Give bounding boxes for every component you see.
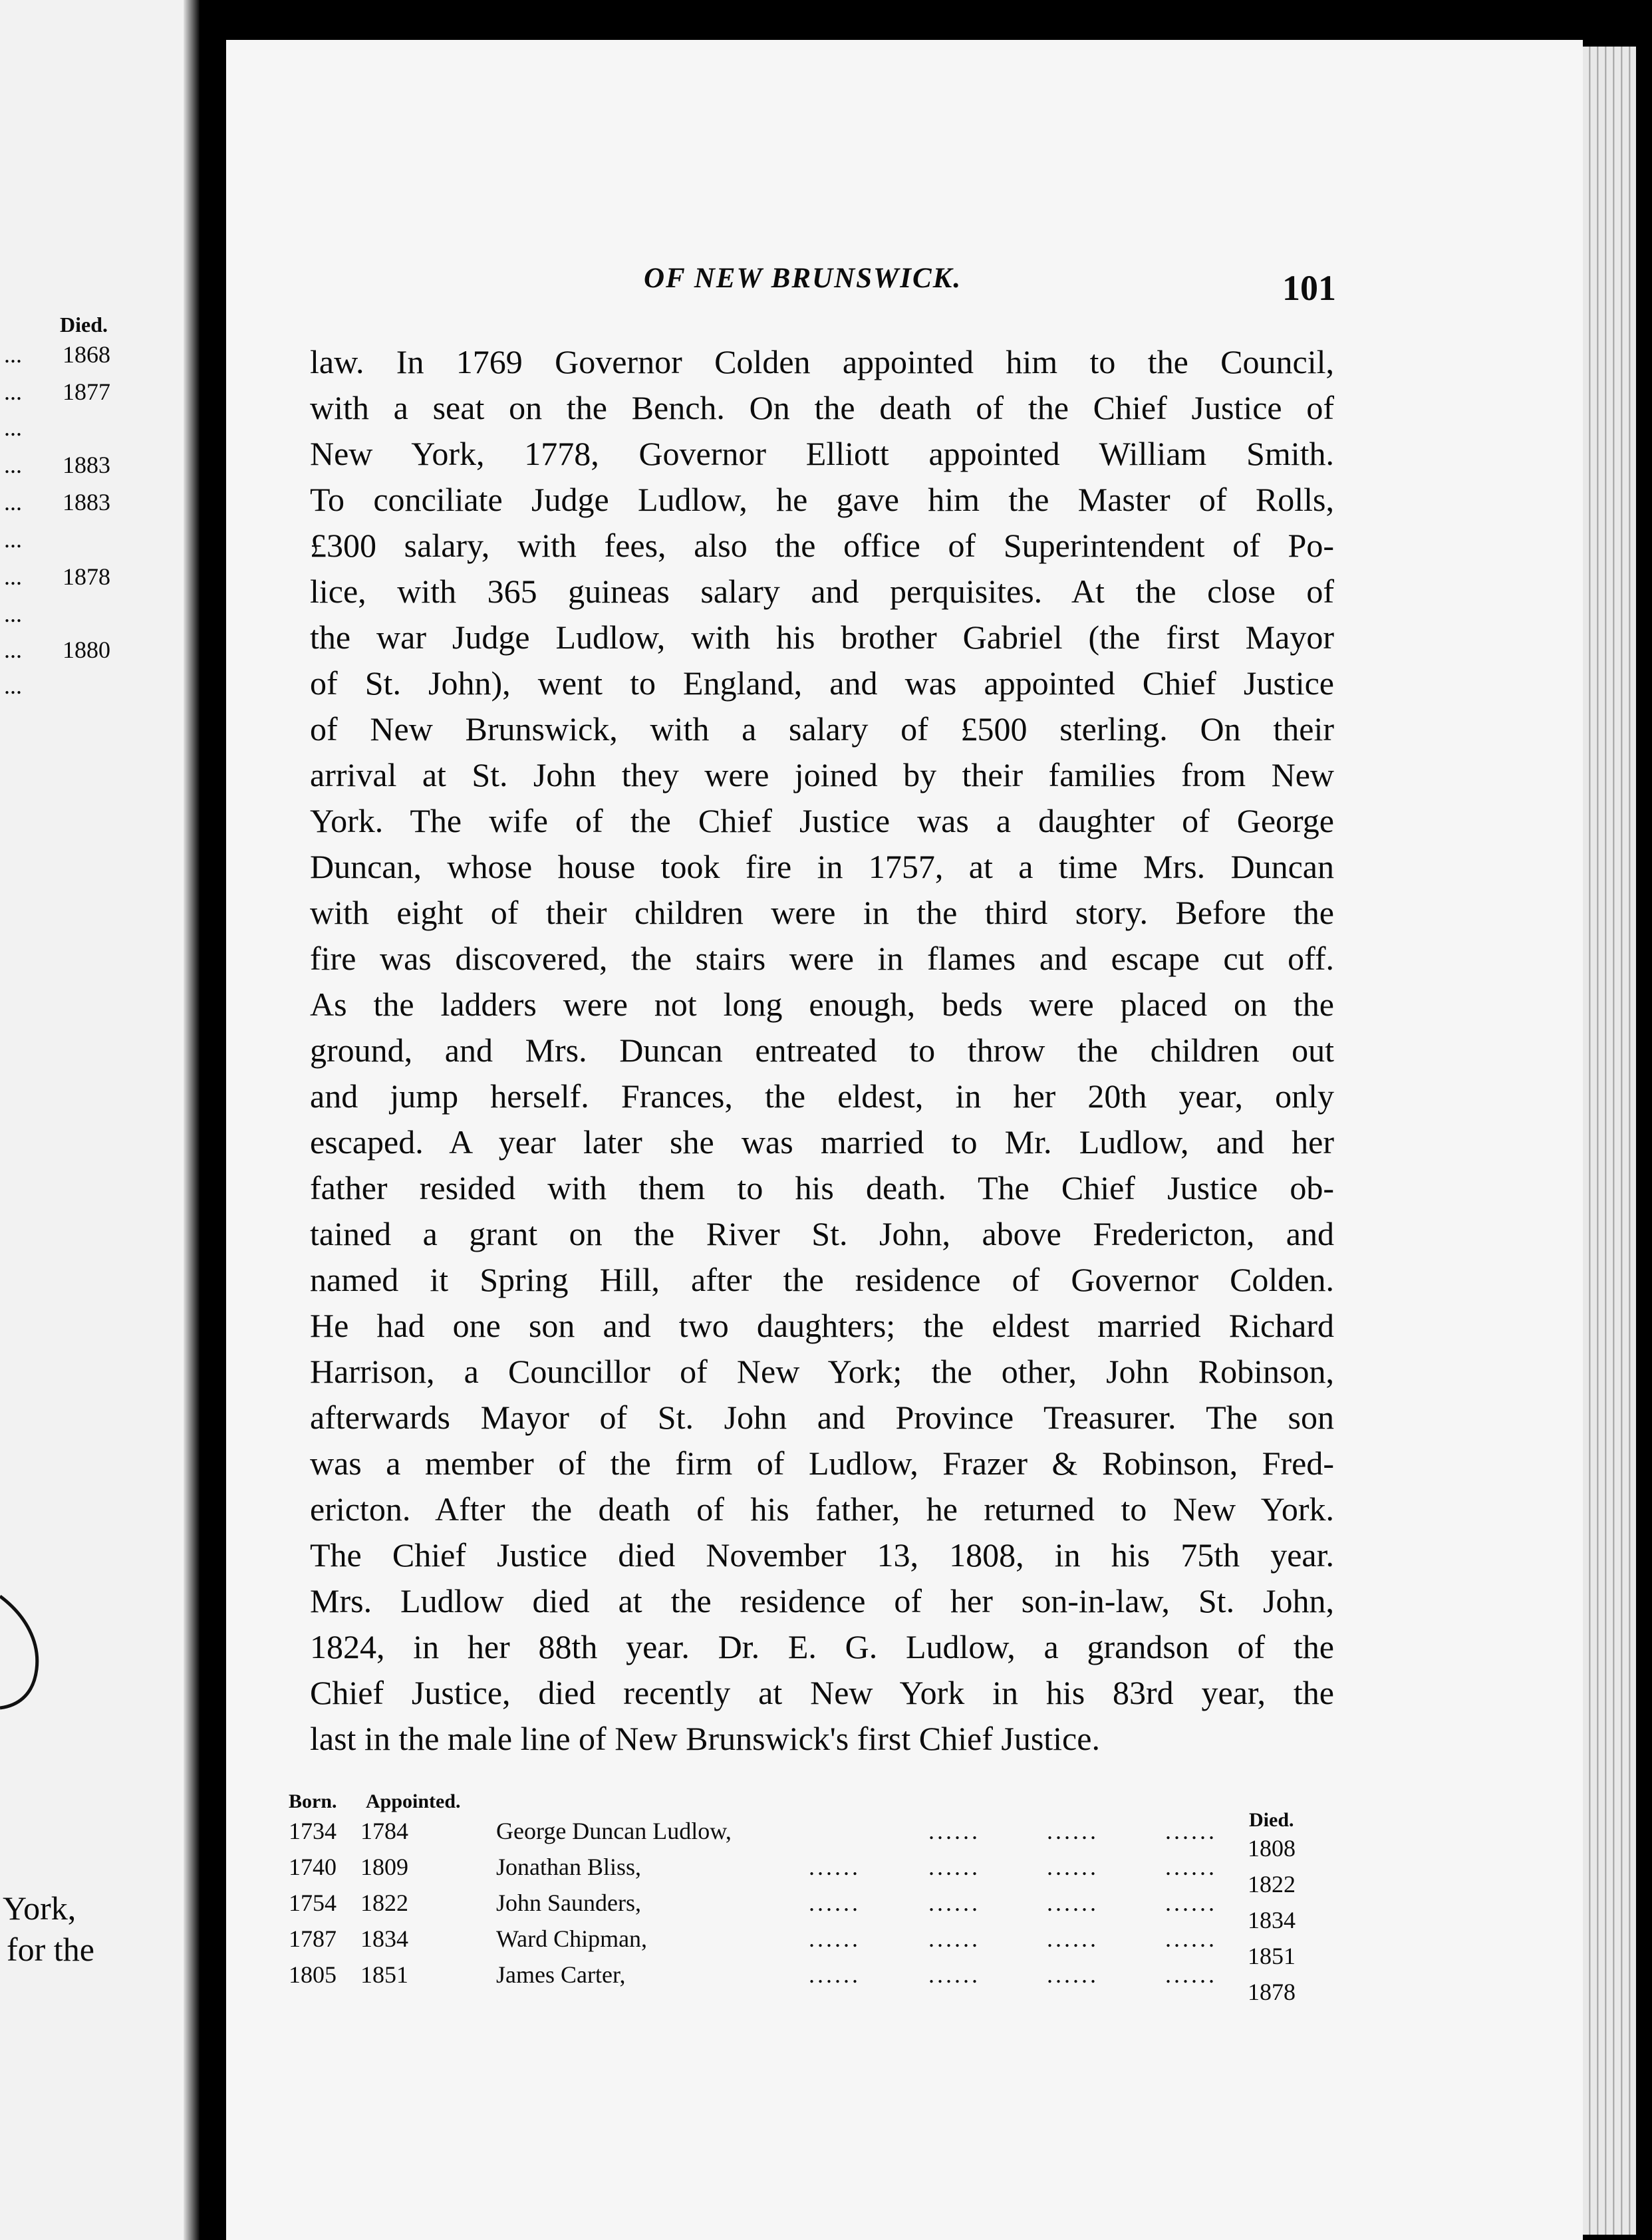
previous-page-row: ...	[4, 414, 22, 441]
justice-name: George Duncan Ludlow,	[496, 1818, 732, 1844]
previous-page-died-header: Died.	[60, 313, 108, 337]
text-line: arrival at St. John they were joined by their families from New	[310, 756, 1334, 793]
leader-dots: ......	[809, 1925, 861, 1952]
leader-dots: ......	[928, 1961, 980, 1988]
text-line: He had one son and two daughters; the eldest married Richard	[310, 1307, 1334, 1344]
text-line: was a member of the firm of Ludlow, Frazer & Robinson, Fred-	[310, 1445, 1334, 1482]
leader-dots: ......	[1165, 1818, 1217, 1844]
previous-page-row: ... 1878	[4, 563, 110, 590]
previous-page-row: ... 1868	[4, 341, 110, 368]
text-line: As the ladders were not long enough, beds were placed on the	[310, 986, 1334, 1023]
page-gutter-shadow	[184, 0, 200, 2240]
appointed-year: 1822	[360, 1890, 408, 1916]
previous-page-text-fragment: York,	[3, 1890, 76, 1927]
text-line: Harrison, a Councillor of New York; the other, John Robinson,	[310, 1353, 1334, 1390]
table-header-appointed: Appointed.	[366, 1790, 461, 1812]
text-line: £300 salary, with fees, also the office of Superintendent of Po-	[310, 527, 1334, 564]
leader-dots: ......	[1047, 1854, 1099, 1880]
leader-dots: ......	[1047, 1925, 1099, 1952]
text-line: York. The wife of the Chief Justice was a daughter of George	[310, 802, 1334, 839]
text-line: lice, with 365 guineas salary and perquisites. At the close of	[310, 573, 1334, 610]
born-year: 1734	[289, 1818, 337, 1844]
leader-dots: ......	[928, 1818, 980, 1844]
text-line: of St. John), went to England, and was appointed Chief Justice	[310, 664, 1334, 702]
leader-dots: ......	[809, 1854, 861, 1880]
leader-dots: ......	[1047, 1961, 1099, 1988]
died-year: 1851	[1248, 1943, 1296, 1969]
leader-dots: ......	[1165, 1961, 1217, 1988]
previous-page-row: ...	[4, 672, 22, 699]
died-year: 1834	[1248, 1907, 1296, 1933]
justice-name: Jonathan Bliss,	[496, 1854, 642, 1880]
previous-page-row: ... 1883	[4, 452, 110, 478]
previous-page-text-fragment: for the	[7, 1931, 94, 1968]
text-line: 1824, in her 88th year. Dr. E. G. Ludlow, a grandson of the	[310, 1628, 1334, 1665]
born-year: 1740	[289, 1854, 337, 1880]
died-year: 1822	[1248, 1871, 1296, 1897]
previous-page-row: ... 1880	[4, 636, 110, 663]
justice-name: James Carter,	[496, 1961, 626, 1988]
leader-dots: ......	[928, 1890, 980, 1916]
text-line: of New Brunswick, with a salary of £500 sterling. On their	[310, 710, 1334, 748]
text-line: with a seat on the Bench. On the death of the Chief Justice of	[310, 389, 1334, 426]
died-year: 1808	[1248, 1835, 1296, 1862]
previous-page-row: ...	[4, 526, 22, 553]
previous-page-row: ... 1877	[4, 378, 110, 405]
appointed-year: 1851	[360, 1961, 408, 1988]
text-line: Duncan, whose house took fire in 1757, at a time Mrs. Duncan	[310, 848, 1334, 885]
text-line: father resided with them to his death. The Chief Justice ob-	[310, 1169, 1334, 1206]
text-line: ground, and Mrs. Duncan entreated to throw the children out	[310, 1032, 1334, 1069]
text-line: last in the male line of New Brunswick's first Chief Justice.	[310, 1720, 1100, 1757]
text-line: Chief Justice, died recently at New York in his 83rd year, the	[310, 1674, 1334, 1711]
text-line: ericton. After the death of his father, he returned to New York.	[310, 1490, 1334, 1528]
running-header-title: OF NEW BRUNSWICK.	[644, 263, 962, 294]
page-stack-edge	[1583, 47, 1636, 2235]
table-header-born: Born.	[289, 1790, 337, 1812]
text-line: and jump herself. Frances, the eldest, in her 20th year, only	[310, 1077, 1334, 1115]
text-line: law. In 1769 Governor Colden appointed him to the Council,	[310, 343, 1334, 380]
born-year: 1787	[289, 1925, 337, 1952]
justice-name: John Saunders,	[496, 1890, 641, 1916]
died-year: 1878	[1248, 1979, 1296, 2005]
born-year: 1805	[289, 1961, 337, 1988]
appointed-year: 1834	[360, 1925, 408, 1952]
previous-page-row: ... 1883	[4, 489, 110, 515]
leader-dots: ......	[1047, 1818, 1099, 1844]
leader-dots: ......	[1165, 1925, 1217, 1952]
text-line: afterwards Mayor of St. John and Province Treasurer. The son	[310, 1399, 1334, 1436]
text-line: named it Spring Hill, after the residence of Governor Colden.	[310, 1261, 1334, 1298]
appointed-year: 1784	[360, 1818, 408, 1844]
leader-dots: ......	[928, 1925, 980, 1952]
previous-page-fragment	[0, 0, 200, 2240]
leader-dots: ......	[1047, 1890, 1099, 1916]
justice-name: Ward Chipman,	[496, 1925, 648, 1952]
table-header-died: Died.	[1249, 1809, 1294, 1831]
appointed-year: 1809	[360, 1854, 408, 1880]
leader-dots: ......	[928, 1854, 980, 1880]
leader-dots: ......	[809, 1890, 861, 1916]
text-line: tained a grant on the River St. John, above Fredericton, and	[310, 1215, 1334, 1252]
bracket-curve-mark	[0, 1590, 47, 1716]
born-year: 1754	[289, 1890, 337, 1916]
page-number: 101	[1282, 268, 1336, 308]
text-line: New York, 1778, Governor Elliott appointed William Smith.	[310, 435, 1334, 472]
text-line: The Chief Justice died November 13, 1808, in his 75th year.	[310, 1536, 1334, 1574]
leader-dots: ......	[809, 1961, 861, 1988]
text-line: with eight of their children were in the third story. Before the	[310, 894, 1334, 931]
text-line: the war Judge Ludlow, with his brother Gabriel (the first Mayor	[310, 619, 1334, 656]
leader-dots: ......	[1165, 1854, 1217, 1880]
text-line: Mrs. Ludlow died at the residence of her son-in-law, St. John,	[310, 1582, 1334, 1619]
body-paragraph	[310, 339, 1334, 1762]
text-line: escaped. A year later she was married to Mr. Ludlow, and her	[310, 1123, 1334, 1161]
text-line: fire was discovered, the stairs were in flames and escape cut off.	[310, 940, 1334, 977]
previous-page-row: ...	[4, 601, 22, 627]
leader-dots: ......	[1165, 1890, 1217, 1916]
text-line: To conciliate Judge Ludlow, he gave him the Master of Rolls,	[310, 481, 1334, 518]
